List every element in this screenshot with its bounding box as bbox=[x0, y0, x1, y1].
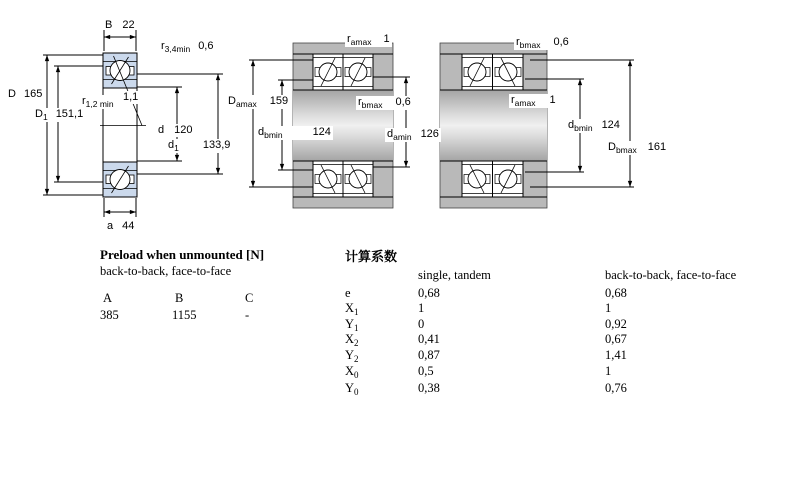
factors-row-X0: $X_0$ 0,5 1 bbox=[345, 364, 612, 380]
factors-table-title: 计算系数 bbox=[345, 249, 398, 264]
dim-label-rbmax-middle: $r_{bmax}$ 0,6 bbox=[358, 96, 411, 110]
preload-value-C: - bbox=[245, 308, 250, 322]
preload-col-C: C bbox=[245, 291, 254, 305]
factors-col-single-tandem: single, tandem bbox=[418, 268, 491, 282]
preload-table-subtitle: back-to-back, face-to-face bbox=[100, 264, 232, 278]
dim-label-Dbmax: $D_{bmax}$ 161 bbox=[608, 141, 667, 155]
preload-table-title: Preload when unmounted [N] bbox=[100, 247, 265, 262]
factors-row-X1: $X_1$ 1 1 bbox=[345, 301, 612, 317]
dim-label-rbmax-right: $r_{bmax}$ 0,6 bbox=[516, 36, 569, 50]
factors-row-e: e 0,68 0,68 bbox=[345, 286, 627, 300]
dim-label-r34min: $r_{3,4min}$ 0,6 bbox=[161, 40, 214, 54]
dim-value-r12min: 1,1 bbox=[123, 91, 139, 103]
dim-label-Damax: $D_{amax}$ 159 bbox=[228, 95, 289, 109]
dim-label-width-a: a 44 bbox=[107, 220, 135, 232]
preload-value-A: 385 bbox=[100, 308, 119, 322]
dim-label-dbmin-right: $d_{bmin}$ 124 bbox=[568, 119, 620, 133]
factors-row-Y1: $Y_1$ 0 0,92 bbox=[345, 317, 627, 333]
dim-label-ramax-right: $r_{amax}$ 1 bbox=[511, 94, 556, 108]
factors-row-X2: $X_2$ 0,41 0,67 bbox=[345, 332, 627, 348]
dim-label-r12min: $r_{1,2 min}$ bbox=[82, 95, 114, 109]
dim-label-D1: $D_1$ 151,1 bbox=[35, 108, 84, 122]
dim-label-d1: $d_1$ 133,9 bbox=[168, 139, 231, 153]
preload-col-A: A bbox=[103, 291, 113, 305]
dim-label-width-B: B 22 bbox=[105, 19, 135, 31]
factors-row-Y2: $Y_2$ 0,87 1,41 bbox=[345, 348, 627, 364]
factors-row-Y0: $Y_0$ 0,38 0,76 bbox=[345, 381, 627, 397]
single-bearing-section bbox=[100, 53, 146, 197]
dim-label-damin: $d_{amin}$ 126 bbox=[387, 128, 439, 142]
preload-col-B: B bbox=[175, 291, 184, 305]
factors-col-paired: back-to-back, face-to-face bbox=[605, 268, 737, 282]
dim-label-bore-d: d 120 bbox=[158, 124, 193, 136]
dim-label-D: D 165 bbox=[8, 88, 43, 100]
preload-value-B: 1155 bbox=[172, 308, 197, 322]
dim-label-dbmin-middle: $d_{bmin}$ 124 bbox=[258, 126, 331, 140]
dim-label-ramax-middle: $r_{amax}$ 1 bbox=[347, 33, 390, 47]
